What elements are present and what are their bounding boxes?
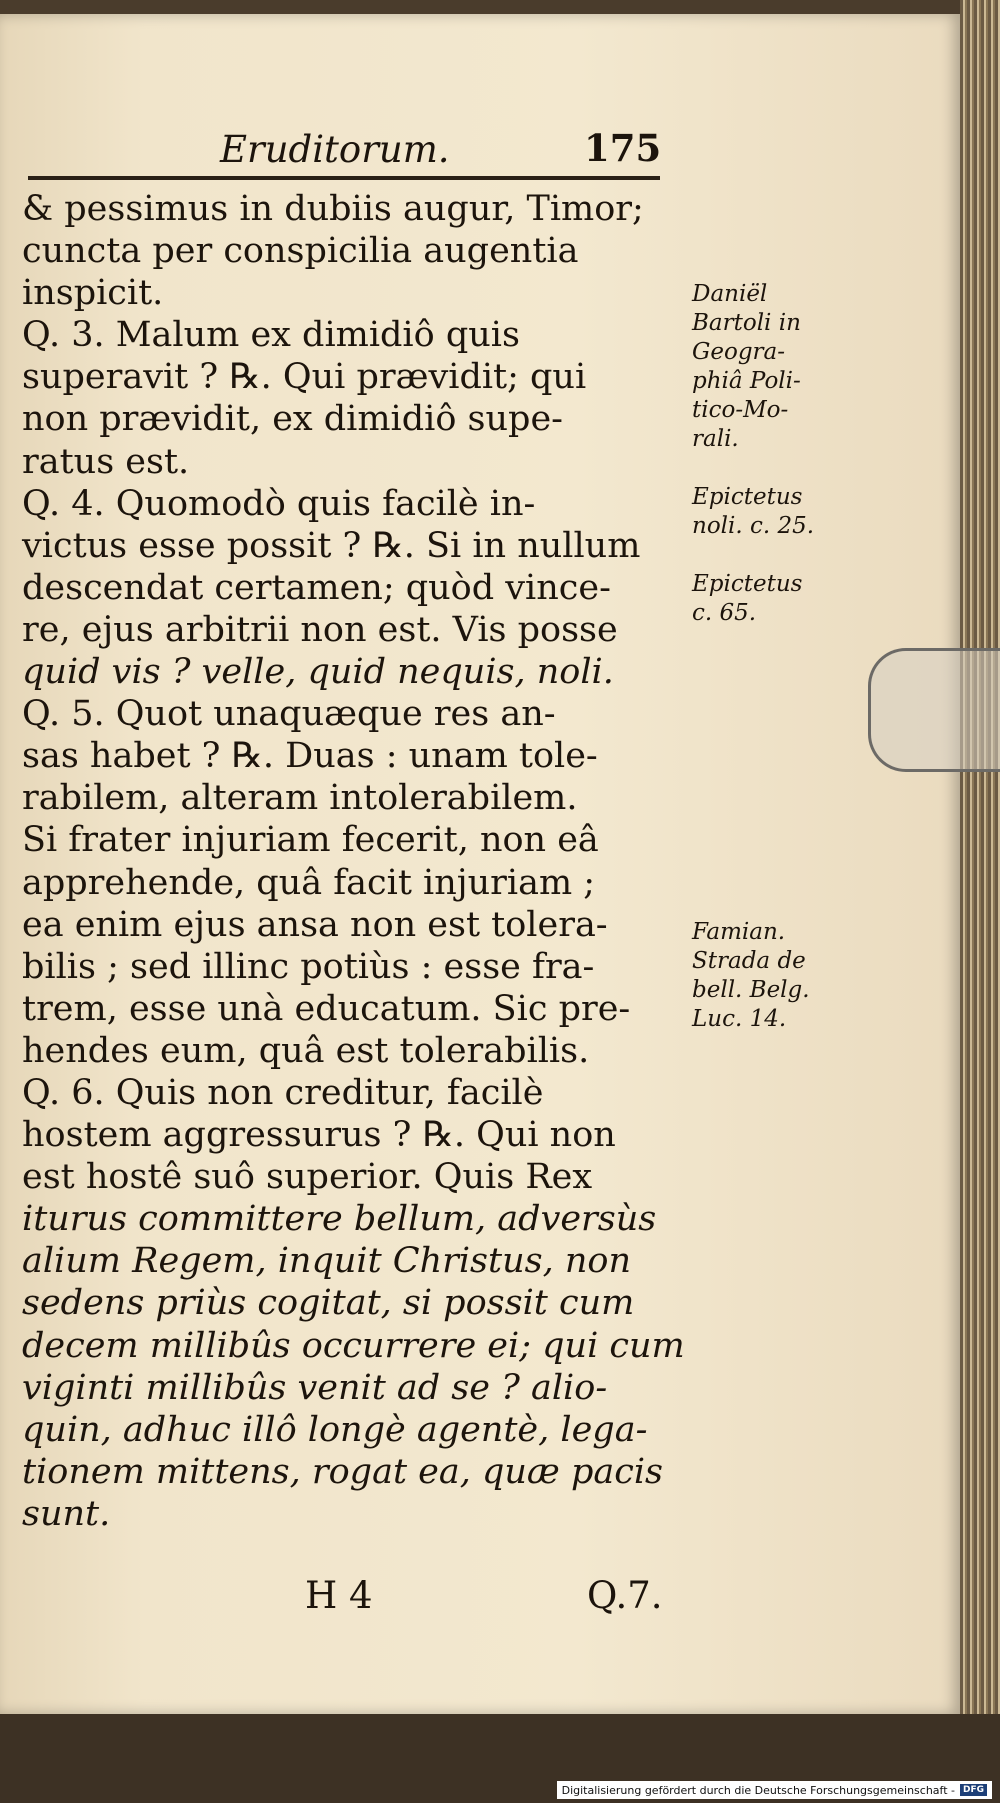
margin-note (692, 744, 852, 773)
text-line: non prævidit, ex dimidiô supe- (22, 399, 563, 440)
text-line: apprehende, quâ facit injuriam ; (22, 862, 596, 903)
text-line: quid vis ? velle, quid nequis, noli. (22, 652, 614, 693)
margin-note: Famian. (692, 919, 786, 945)
signature-mark: H 4 (305, 1574, 373, 1617)
page-clip (868, 648, 1000, 772)
margin-note (692, 628, 852, 657)
text-line: alium Regem, inquit Christus, non (22, 1241, 631, 1282)
margin-note (692, 831, 852, 860)
text-line: & pessimus in dubiis augur, Timor; (22, 189, 644, 229)
dfg-logo: DFG (960, 1784, 987, 1796)
text-line: inspicit. (22, 273, 164, 314)
margin-note (692, 541, 852, 570)
margin-note (692, 686, 852, 715)
main-text (22, 188, 685, 1535)
margin-note: Daniël (692, 281, 768, 307)
text-line: cuncta per conspicilia augentia (22, 231, 579, 272)
text-line: iturus committere bellum, adversùs (22, 1199, 657, 1240)
page-edges (960, 0, 1000, 1740)
margin-note (692, 715, 852, 744)
text-line: est hostê suô superior. Quis Rex (22, 1157, 593, 1198)
text-line: Q. 6. Quis non creditur, facilè (22, 1072, 544, 1113)
text-line: Q. 3. Malum ex dimidiô quis (22, 315, 520, 356)
text-line: hostem aggressurus ? ℞. Qui non (22, 1115, 616, 1156)
funding-credit: Digitalisierung gefördert durch die Deutsche Forschungsgemeinschaft - (561, 1783, 955, 1797)
margin-note: bell. Belg. (692, 977, 810, 1003)
header-rule (28, 176, 660, 180)
margin-note: rali. (692, 426, 739, 452)
text-line: ea enim ejus ansa non est tolera- (22, 904, 608, 945)
text-line: trem, esse unà educatum. Sic pre- (22, 988, 631, 1029)
margin-note (692, 657, 852, 686)
text-line: victus esse possit ? ℞. Si in nullum (22, 525, 641, 566)
page-number: 175 (584, 126, 662, 170)
text-line: ratus est. (22, 441, 190, 482)
text-line: sedens priùs cogitat, si possit cum (22, 1283, 635, 1324)
catchword: Q.7. (587, 1574, 663, 1617)
text-line: quin, adhuc illô longè agentè, lega- (22, 1409, 648, 1450)
text-line: viginti millibûs venit ad se ? alio- (22, 1367, 608, 1408)
digitization-footer (557, 1781, 992, 1799)
text-line: rabilem, alteram intolerabilem. (22, 778, 578, 819)
text-line: bilis ; sed illinc potiùs : esse fra- (22, 946, 595, 987)
margin-note: Luc. 14. (692, 1006, 787, 1032)
margin-note: Strada de (692, 948, 806, 974)
margin-note: Bartoli in (692, 310, 801, 336)
margin-note: c. 65. (692, 600, 757, 626)
margin-note: phiâ Poli- (692, 368, 801, 394)
text-line: superavit ? ℞. Qui prævidit; qui (22, 357, 587, 398)
text-line: re, ejus arbitrii non est. Vis posse (22, 609, 618, 650)
text-line: descendat certamen; quòd vince- (22, 567, 611, 608)
margin-note (692, 802, 852, 831)
running-title: Eruditorum. (220, 128, 450, 171)
margin-note: Epictetus (692, 571, 803, 597)
margin-note (692, 454, 852, 483)
text-line: Si frater injuriam fecerit, non eâ (22, 820, 599, 861)
margin-note: Epictetus (692, 484, 803, 510)
margin-notes (692, 280, 852, 1034)
page-header (0, 118, 960, 171)
text-line: sas habet ? ℞. Duas : unam tole- (22, 736, 598, 777)
margin-note: Geogra- (692, 339, 786, 365)
margin-note (692, 860, 852, 889)
text-line: sunt. (22, 1493, 111, 1534)
text-line: Q. 4. Quomodò quis facilè in- (22, 483, 536, 524)
margin-note (692, 773, 852, 802)
margin-note (692, 889, 852, 918)
text-line: Q. 5. Quot unaquæque res an- (22, 694, 556, 735)
text-line: hendes eum, quâ est tolerabilis. (22, 1030, 590, 1071)
margin-note: tico-Mo- (692, 397, 789, 423)
text-line: decem millibûs occurrere ei; qui cum (22, 1325, 685, 1366)
margin-note: noli. c. 25. (692, 513, 815, 539)
text-line: tionem mittens, rogat ea, quæ pacis (22, 1451, 663, 1492)
